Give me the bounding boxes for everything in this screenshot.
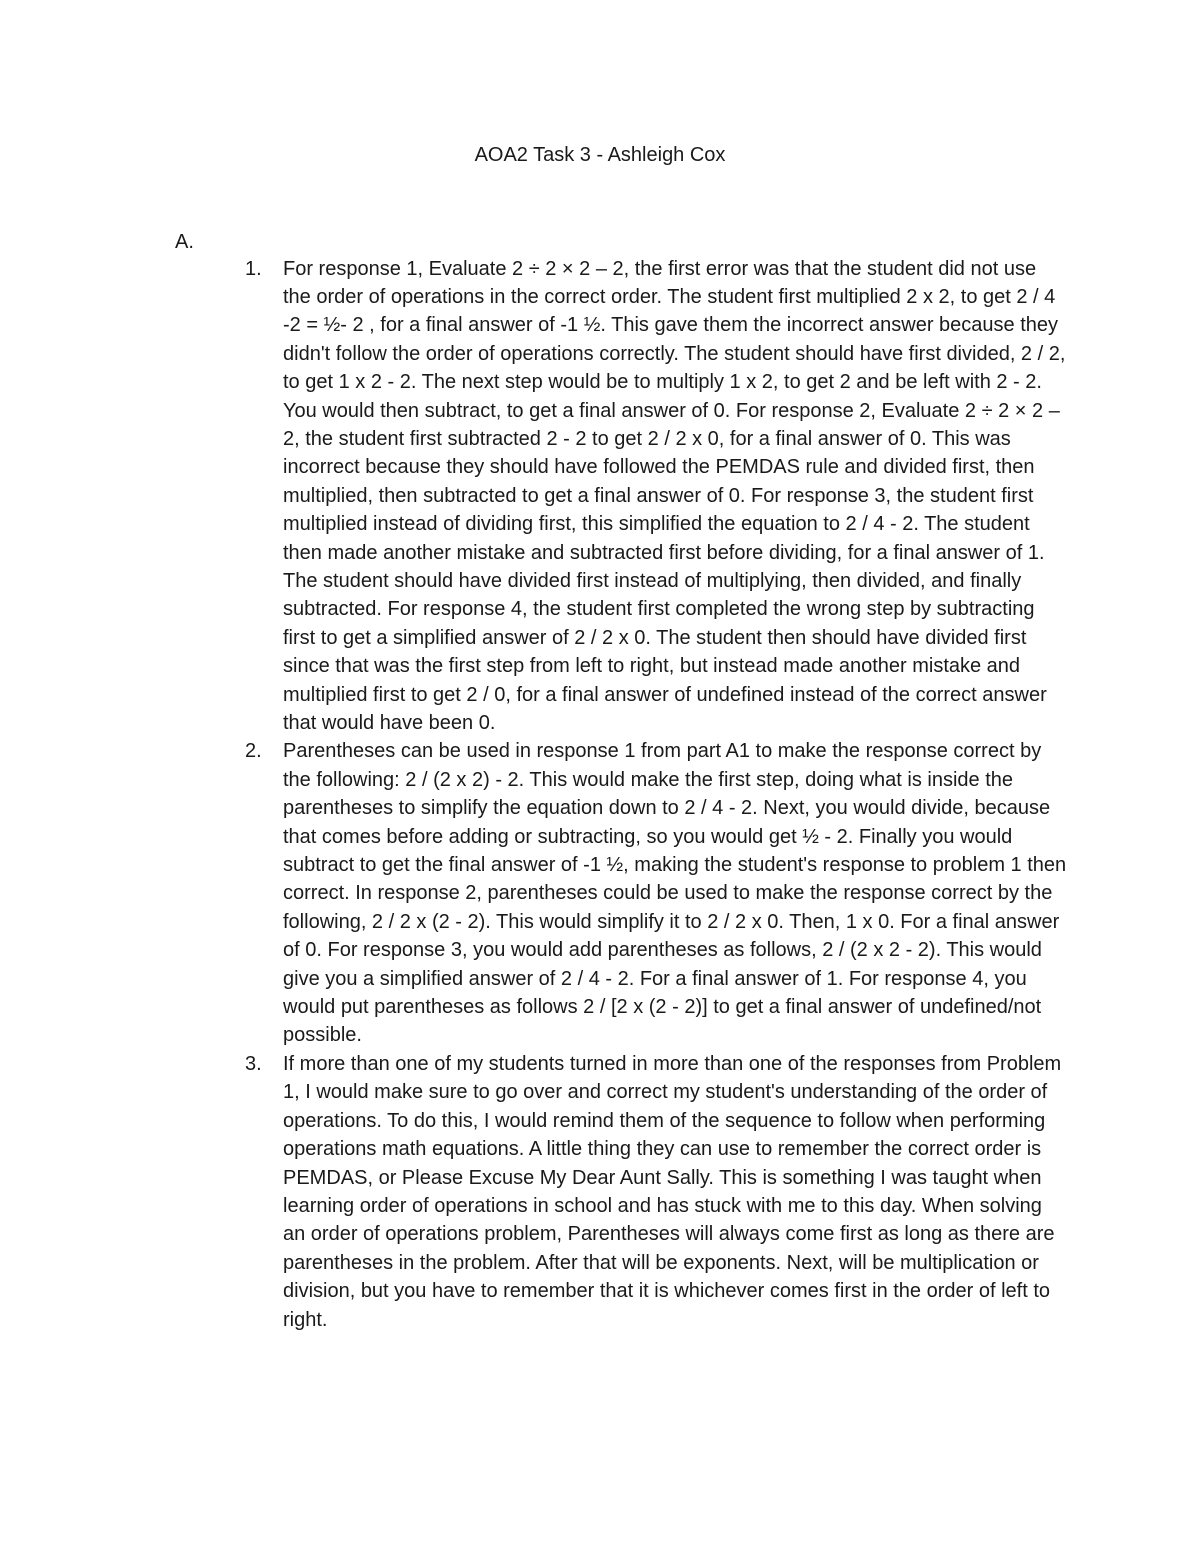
- list-item-number: 3.: [245, 1052, 262, 1075]
- list-item: [245, 1050, 1068, 1334]
- list-item: [245, 737, 1068, 1049]
- list-item-text: Parentheses can be used in response 1 from part A1 to make the response correct by the following: 2 / (2 x 2) - 2. This would make the first step, doing what is inside the parentheses to simplify the equation down to 2 / 4 - 2. Next, you would divide, because that comes before adding or subtracting, so you would get ½ - 2. Finally you would subtract to get the final answer of -1 ½, making the student's response to problem 1 then correct. In response 2, parentheses could be used to make the response correct by the following, 2 / 2 x (2 - 2). This would simplify it to 2 / 2 x 0. Then, 1 x 0. For a final answer of 0. For response 3, you would add parentheses as follows, 2 / (2 x 2 - 2). This would give you a simplified answer of 2 / 4 - 2. For a final answer of 1. For response 4, you would put parentheses as follows 2 / [2 x (2 - 2)] to get a final answer of undefined/not possible.: [283, 740, 1067, 1047]
- list-item-number: 2.: [245, 740, 262, 763]
- section-label-a: A.: [175, 231, 194, 253]
- list-item-number: 1.: [245, 257, 262, 280]
- answer-list: [245, 255, 1068, 1334]
- list-item: [245, 255, 1068, 738]
- document-title: AOA2 Task 3 - Ashleigh Cox: [474, 144, 726, 166]
- list-item-text: For response 1, Evaluate 2 ÷ 2 × 2 – 2, the first error was that the student did not use the order of operations in the correct order. The student first multiplied 2 x 2, to get 2 / 4 -2 = ½- 2 , for a final answer of -1 ½. This gave them the incorrect answer because they didn't follow the order of operations correctly. The student should have first divided, 2 / 2, to get 1 x 2 - 2. The next step would be to multiply 1 x 2, to get 2 and be left with 2 - 2. You would then subtract, to get a final answer of 0. For response 2, Evaluate 2 ÷ 2 × 2 – 2, the student first subtracted 2 - 2 to get 2 / 2 x 0, for a final answer of 0. This was incorrect because they should have followed the PEMDAS rule and divided first, then multiplied, then subtracted to get a final answer of 0. For response 3, the student first multiplied instead of dividing first, this simplified the equation to 2 / 4 - 2. The student then made another mistake and subtracted first before dividing, for a final answer of 1. The student should have divided first instead of multiplying, then divided, and finally subtracted. For response 4, the student first completed the wrong step by subtracting first to get a simplified answer of 2 / 2 x 0. The student then should have divided first since that was the first step from left to right, but instead made another mistake and multiplied first to get 2 / 0, for a final answer of undefined instead of the correct answer that would have been 0.: [283, 257, 1066, 734]
- list-item-text: If more than one of my students turned in more than one of the responses from Problem 1, I would make sure to go over and correct my student's understanding of the order of operations. To do this, I would remind them of the sequence to follow when performing operations math equations. A little thing they can use to remember the correct order is PEMDAS, or Please Excuse My Dear Aunt Sally. This is something I was taught when learning order of operations in school and has stuck with me to this day. When solving an order of operations problem, Parentheses will always come first as long as there are parentheses in the problem. After that will be exponents. Next, will be multiplication or division, but you have to remember that it is whichever comes first in the order of left to right.: [283, 1052, 1062, 1331]
